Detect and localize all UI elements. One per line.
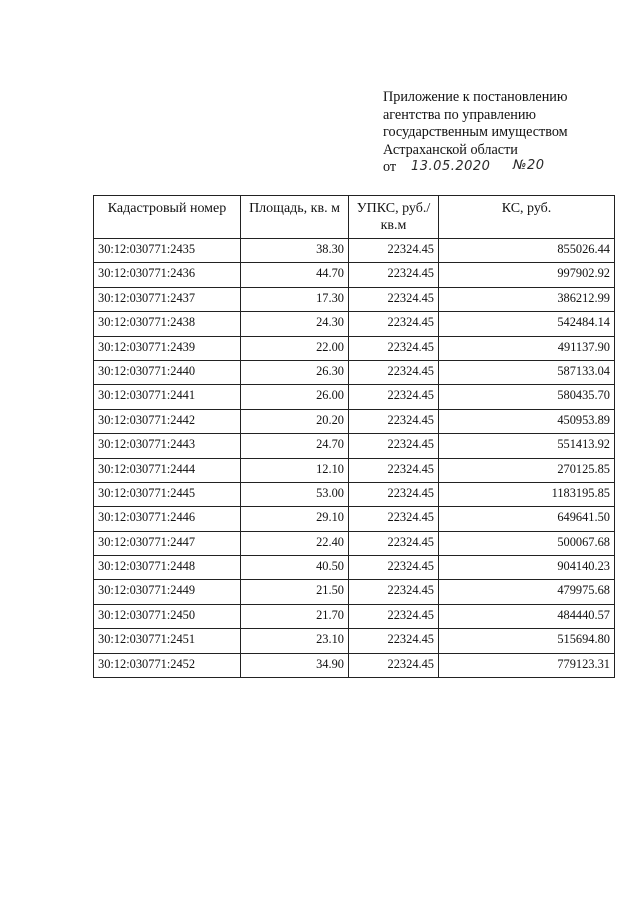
cell-cadastral-value: 779123.31 xyxy=(439,653,615,677)
cell-upks: 22324.45 xyxy=(349,287,439,311)
cell-area: 23.10 xyxy=(241,629,349,653)
cell-cadastral-number: 30:12:030771:2451 xyxy=(94,629,241,653)
cell-upks: 22324.45 xyxy=(349,434,439,458)
cell-cadastral-number: 30:12:030771:2438 xyxy=(94,312,241,336)
cell-cadastral-value: 386212.99 xyxy=(439,287,615,311)
cell-area: 44.70 xyxy=(241,263,349,287)
cell-area: 22.00 xyxy=(241,336,349,360)
cell-upks: 22324.45 xyxy=(349,409,439,433)
column-header-area: Площадь, кв. м xyxy=(241,196,349,239)
header-line: государственным имуществом xyxy=(383,124,568,140)
cell-cadastral-number: 30:12:030771:2440 xyxy=(94,360,241,384)
cell-upks: 22324.45 xyxy=(349,239,439,263)
table-row xyxy=(94,653,615,677)
cell-area: 21.50 xyxy=(241,580,349,604)
cell-area: 38.30 xyxy=(241,239,349,263)
cell-upks: 22324.45 xyxy=(349,458,439,482)
column-header-cadastral-value: КС, руб. xyxy=(439,196,615,239)
table-row xyxy=(94,434,615,458)
cell-area: 34.90 xyxy=(241,653,349,677)
cell-cadastral-value: 1183195.85 xyxy=(439,482,615,506)
cell-upks: 22324.45 xyxy=(349,482,439,506)
cell-cadastral-number: 30:12:030771:2445 xyxy=(94,482,241,506)
cell-upks: 22324.45 xyxy=(349,580,439,604)
cell-area: 24.70 xyxy=(241,434,349,458)
cell-area: 21.70 xyxy=(241,604,349,628)
cell-cadastral-number: 30:12:030771:2437 xyxy=(94,287,241,311)
table-row xyxy=(94,604,615,628)
cell-cadastral-value: 542484.14 xyxy=(439,312,615,336)
cell-cadastral-value: 997902.92 xyxy=(439,263,615,287)
table-row xyxy=(94,336,615,360)
cell-cadastral-value: 515694.80 xyxy=(439,629,615,653)
cell-cadastral-number: 30:12:030771:2442 xyxy=(94,409,241,433)
table-header-row xyxy=(94,196,615,239)
cell-cadastral-value: 649641.50 xyxy=(439,507,615,531)
table-row xyxy=(94,263,615,287)
cell-area: 40.50 xyxy=(241,556,349,580)
date-line xyxy=(383,159,623,177)
table-row xyxy=(94,409,615,433)
table-body xyxy=(94,239,615,678)
table-row xyxy=(94,531,615,555)
column-header-upks: УПКС, руб./кв.м xyxy=(349,196,439,239)
cell-cadastral-number: 30:12:030771:2449 xyxy=(94,580,241,604)
cell-cadastral-value: 551413.92 xyxy=(439,434,615,458)
cell-cadastral-number: 30:12:030771:2448 xyxy=(94,556,241,580)
table-row xyxy=(94,312,615,336)
table-row xyxy=(94,556,615,580)
table-row xyxy=(94,580,615,604)
cell-cadastral-number: 30:12:030771:2452 xyxy=(94,653,241,677)
cell-upks: 22324.45 xyxy=(349,360,439,384)
cell-cadastral-number: 30:12:030771:2435 xyxy=(94,239,241,263)
cell-cadastral-number: 30:12:030771:2441 xyxy=(94,385,241,409)
header-line: Астраханской области xyxy=(383,141,518,158)
column-header-cadastral-number: Кадастровый номер xyxy=(94,196,241,239)
cell-cadastral-value: 587133.04 xyxy=(439,360,615,384)
cell-area: 29.10 xyxy=(241,507,349,531)
table-row xyxy=(94,287,615,311)
cell-cadastral-value: 479975.68 xyxy=(439,580,615,604)
date-prefix: от xyxy=(383,159,397,175)
cell-cadastral-value: 904140.23 xyxy=(439,556,615,580)
cell-cadastral-value: 270125.85 xyxy=(439,458,615,482)
annex-header xyxy=(383,89,623,177)
cell-cadastral-value: 580435.70 xyxy=(439,385,615,409)
cell-cadastral-number: 30:12:030771:2436 xyxy=(94,263,241,287)
cell-upks: 22324.45 xyxy=(349,312,439,336)
table-row xyxy=(94,458,615,482)
table-row xyxy=(94,360,615,384)
table-row xyxy=(94,482,615,506)
cell-upks: 22324.45 xyxy=(349,507,439,531)
table-row xyxy=(94,629,615,653)
table-row xyxy=(94,239,615,263)
cadastral-value-table xyxy=(93,195,615,678)
cell-area: 53.00 xyxy=(241,482,349,506)
cell-area: 22.40 xyxy=(241,531,349,555)
cadastral-table-wrapper xyxy=(93,195,615,678)
cell-upks: 22324.45 xyxy=(349,385,439,409)
cell-upks: 22324.45 xyxy=(349,629,439,653)
cell-area: 26.30 xyxy=(241,360,349,384)
table-row xyxy=(94,507,615,531)
cell-upks: 22324.45 xyxy=(349,653,439,677)
cell-cadastral-value: 450953.89 xyxy=(439,409,615,433)
cell-cadastral-number: 30:12:030771:2447 xyxy=(94,531,241,555)
cell-cadastral-number: 30:12:030771:2443 xyxy=(94,434,241,458)
cell-cadastral-value: 484440.57 xyxy=(439,604,615,628)
cell-area: 17.30 xyxy=(241,287,349,311)
cell-area: 12.10 xyxy=(241,458,349,482)
cell-cadastral-number: 30:12:030771:2444 xyxy=(94,458,241,482)
cell-upks: 22324.45 xyxy=(349,336,439,360)
header-line: Приложение к постановлению xyxy=(383,89,568,105)
table-row xyxy=(94,385,615,409)
cell-upks: 22324.45 xyxy=(349,263,439,287)
handwritten-date: 13.05.2020 xyxy=(411,159,491,174)
cell-cadastral-value: 491137.90 xyxy=(439,336,615,360)
cell-upks: 22324.45 xyxy=(349,531,439,555)
cell-area: 24.30 xyxy=(241,312,349,336)
cell-upks: 22324.45 xyxy=(349,556,439,580)
cell-cadastral-number: 30:12:030771:2439 xyxy=(94,336,241,360)
cell-cadastral-value: 500067.68 xyxy=(439,531,615,555)
header-line: агентства по управлению xyxy=(383,106,537,123)
cell-area: 26.00 xyxy=(241,385,349,409)
cell-cadastral-number: 30:12:030771:2450 xyxy=(94,604,241,628)
cell-area: 20.20 xyxy=(241,409,349,433)
cell-cadastral-number: 30:12:030771:2446 xyxy=(94,507,241,531)
cell-upks: 22324.45 xyxy=(349,604,439,628)
cell-cadastral-value: 855026.44 xyxy=(439,239,615,263)
handwritten-number: №20 xyxy=(513,158,545,173)
